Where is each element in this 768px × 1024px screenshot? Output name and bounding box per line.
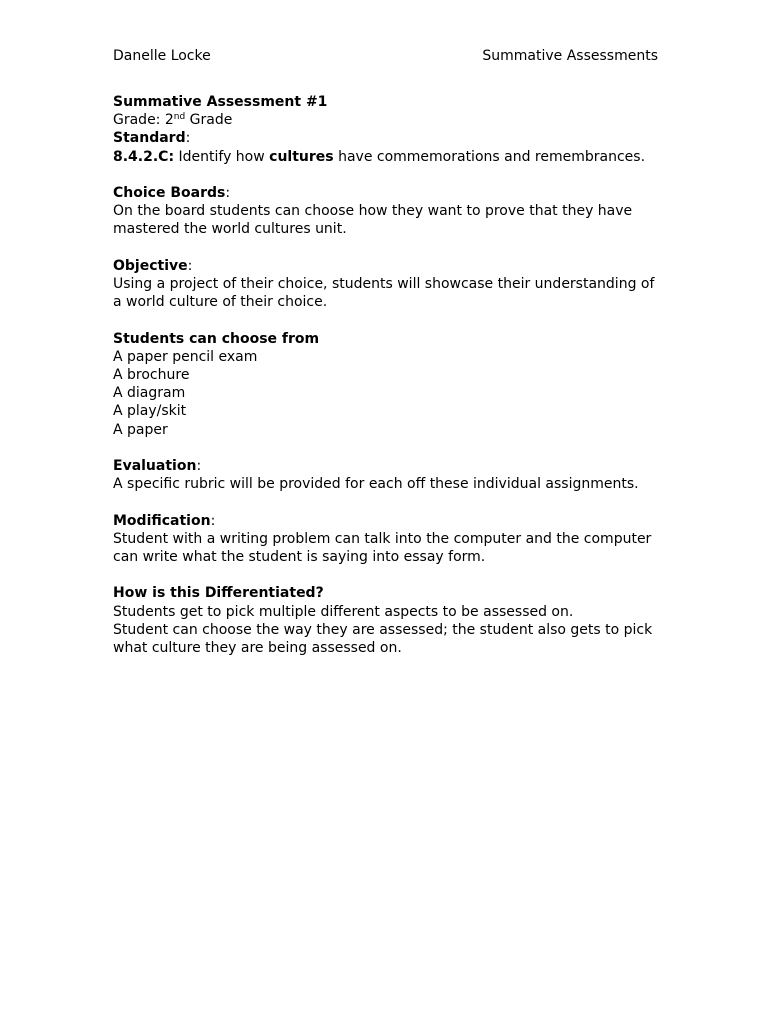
modification-label: Modification: <box>113 512 216 529</box>
modification-text: Student with a writing problem can talk into the computer and the computer can write what the student is saying into essay form. <box>113 530 652 565</box>
choice-item: A paper pencil exam <box>113 348 258 365</box>
document-title: Summative Assessments <box>482 48 658 64</box>
choice-boards-label: Choice Boards: <box>113 185 231 201</box>
objective-label: Objective: <box>113 257 193 274</box>
choice-item: A diagram <box>113 385 186 402</box>
choice-item: A brochure <box>113 367 190 383</box>
evaluation-label: Evaluation: <box>113 458 202 474</box>
assessment-heading: Summative Assessment #1 <box>113 94 328 110</box>
standard-text: 8.4.2.C: Identify how cultures have commemorations and remembrances. <box>113 148 646 165</box>
grade-superscript: nd <box>173 112 186 123</box>
author-name: Danelle Locke <box>113 48 211 64</box>
standard-label: Standard: <box>113 130 191 147</box>
page-header <box>113 47 658 66</box>
choices-label: Students can choose from <box>113 330 320 347</box>
objective-text: Using a project of their choice, students will showcase their understanding of a world culture of their choice. <box>113 276 655 311</box>
choice-item: A play/skit <box>113 403 187 420</box>
evaluation-text: A specific rubric will be provided for each off these individual assignments. <box>113 476 639 493</box>
grade-line: Grade: 2nd Grade <box>113 112 233 129</box>
differentiated-text-1: Students get to pick multiple different aspects to be assessed on. <box>113 603 574 620</box>
differentiated-label: How is this Differentiated? <box>113 585 324 602</box>
differentiated-text-2: Student can choose the way they are assessed; the student also gets to pick what culture they are being assessed on. <box>113 621 653 656</box>
document-body <box>113 93 658 657</box>
choice-item: A paper <box>113 421 168 438</box>
choice-boards-text: On the board students can choose how they want to prove that they have mastered the world cultures unit. <box>113 203 633 238</box>
